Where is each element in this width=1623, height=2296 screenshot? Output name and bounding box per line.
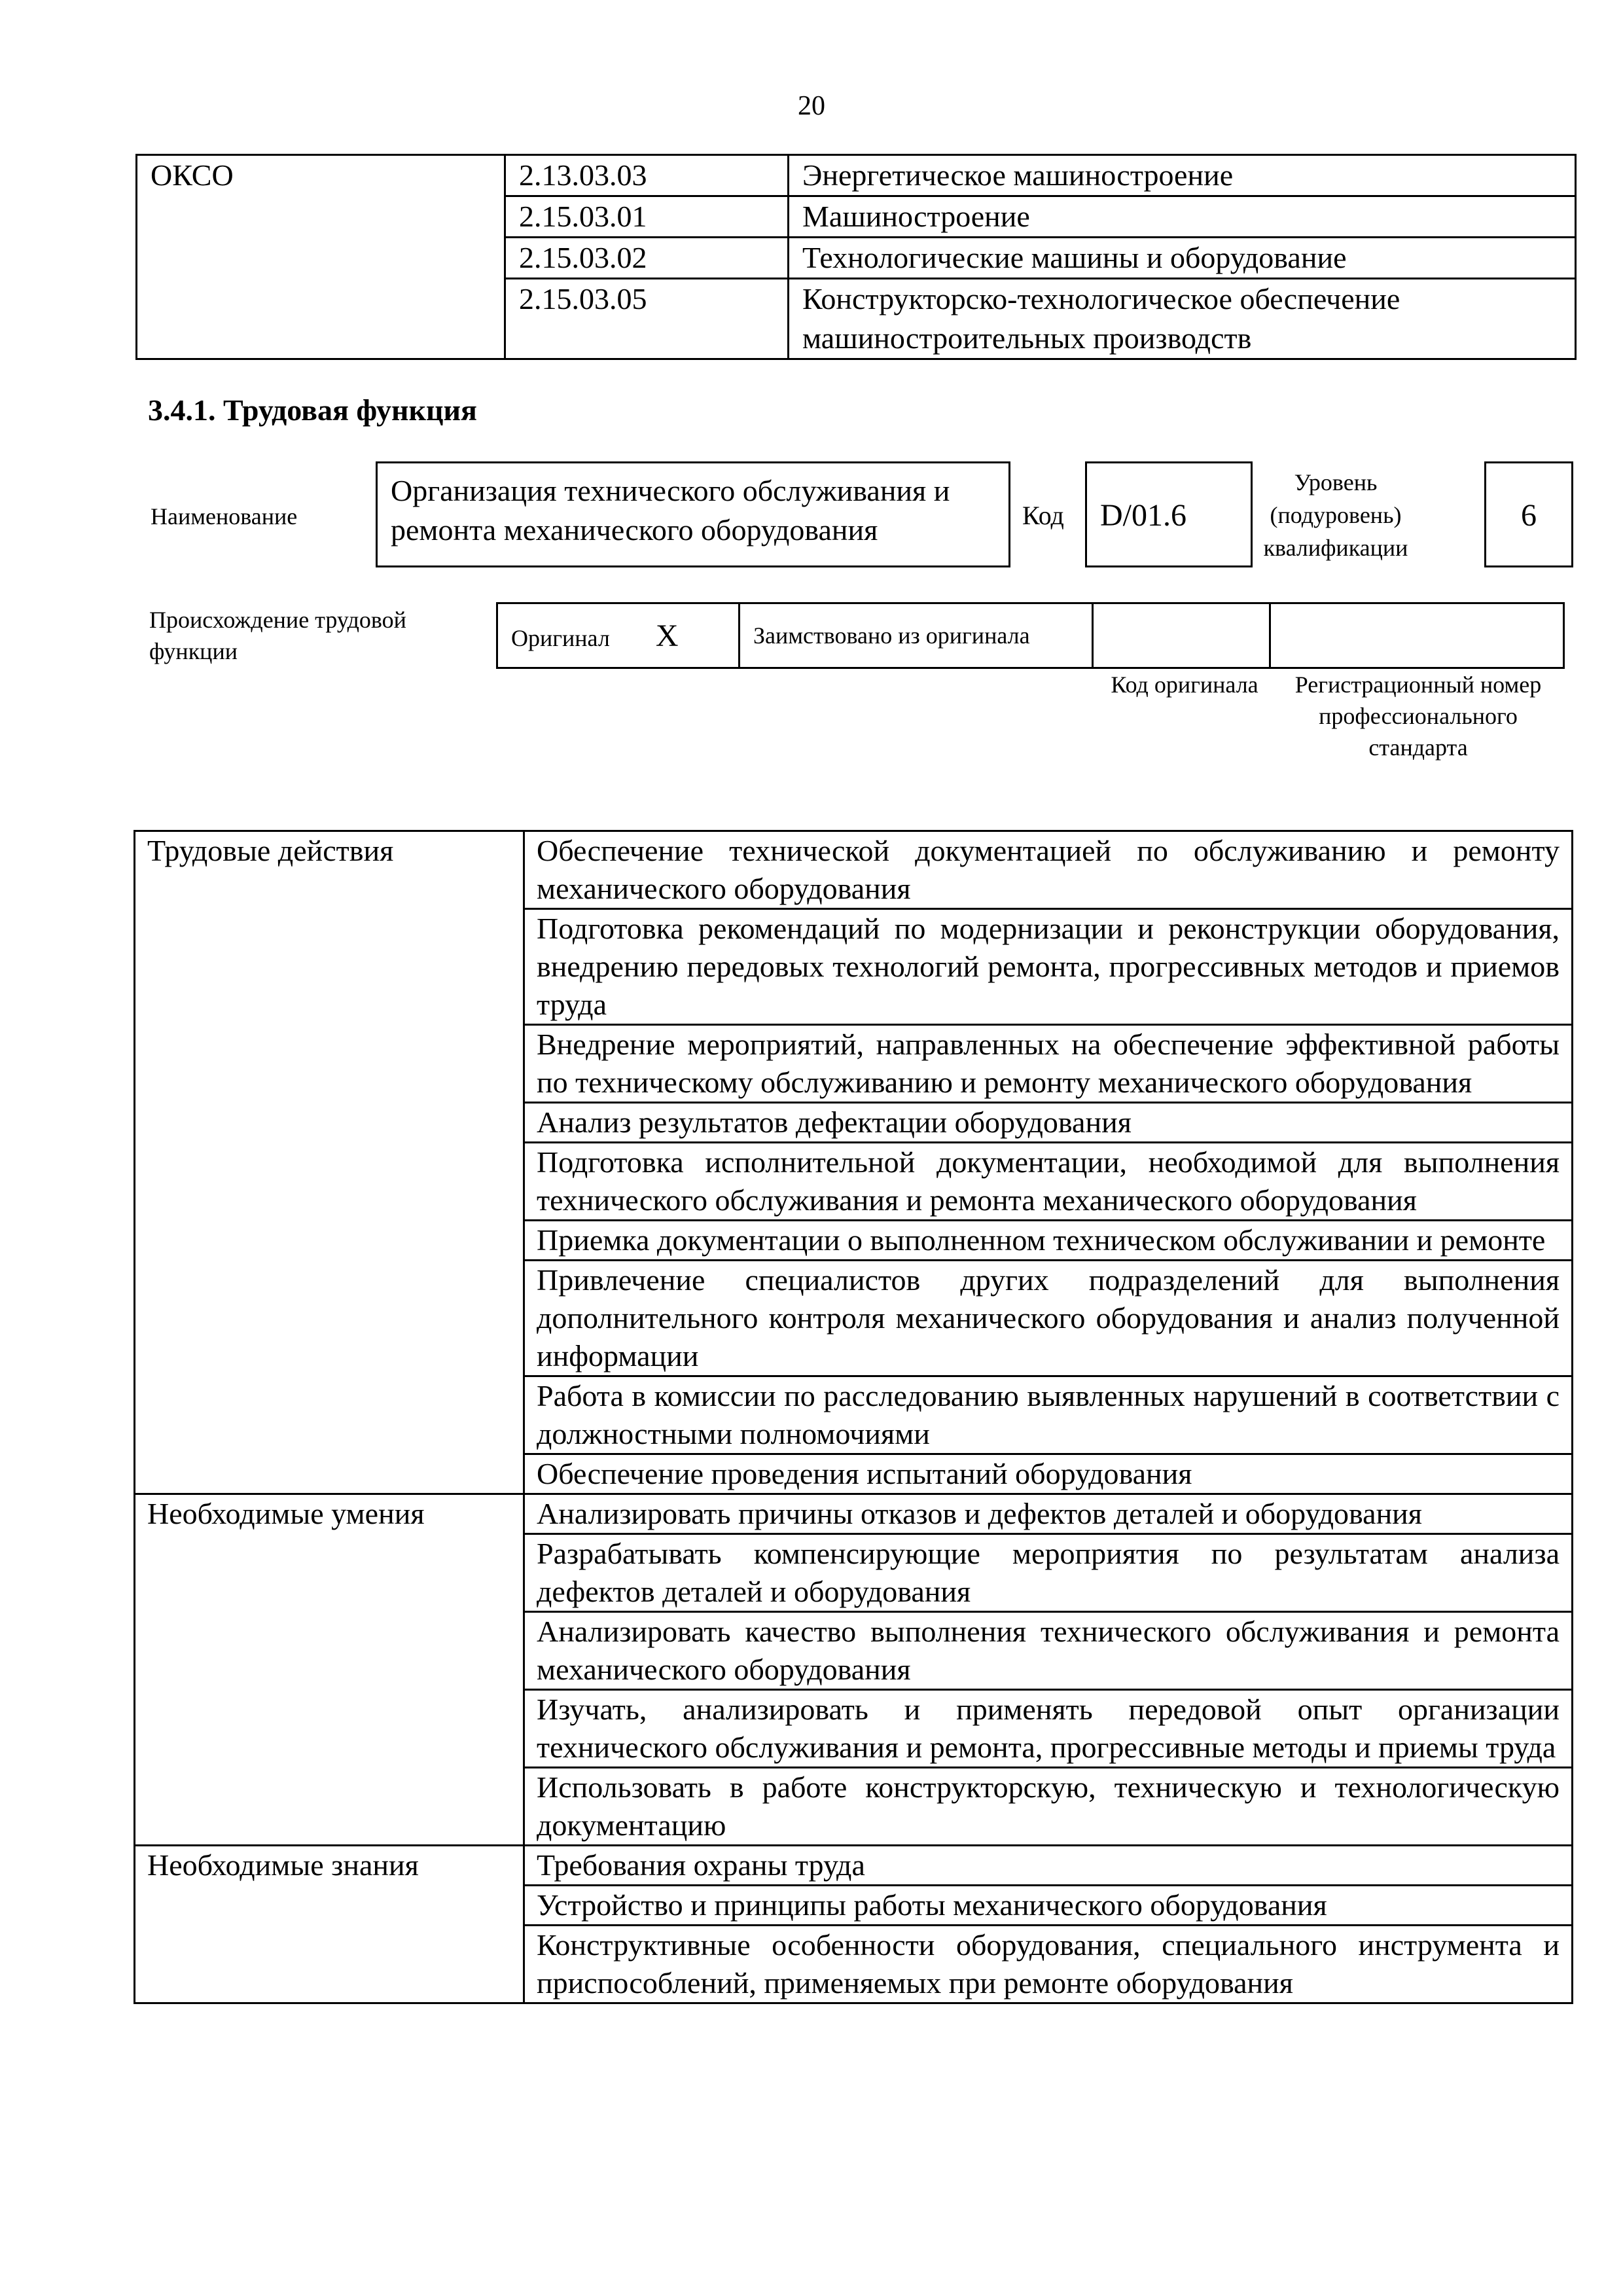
okso-code: 2.15.03.01 [505,196,789,238]
labor-actions-item: Подготовка рекомендаций по модернизации и реконструкции оборудования, внедрению передовых технологий ремонта, прогрессивных методов и приемов труда [524,909,1573,1025]
required-knowledge-item: Конструктивные особенности оборудования, специального инструмента и приспособлений, применяемых при ремонте оборудования [524,1926,1573,2003]
labor-actions-item: Внедрение мероприятий, направленных на обеспечение эффективной работы по техническому обслуживанию и ремонту механического оборудования [524,1025,1573,1103]
labor-actions-title: Трудовые действия [135,831,524,909]
labor-actions-title-cont [135,1025,524,1103]
labor-actions-item: Обеспечение проведения испытаний оборудования [524,1454,1573,1494]
table-row [135,1143,1573,1221]
table-row [135,1376,1573,1454]
page-number: 20 [798,91,825,121]
origin-label-text: Происхождение трудовой функции [149,607,406,664]
labor-actions-title-cont [135,1143,524,1221]
code-label: Код [1022,501,1064,530]
borrowed-label: Заимствовано из оригинала [740,603,1093,668]
table-row [135,831,1573,909]
table-row [135,1261,1573,1376]
origin-label [149,604,437,667]
okso-name: Машиностроение [789,196,1576,238]
okso-code: 2.15.03.02 [505,238,789,279]
labor-actions-title-cont [135,1376,524,1454]
required-knowledge-item: Требования охраны труда [524,1846,1573,1886]
labor-actions-item: Работа в комиссии по расследованию выявленных нарушений в соответствии с должностными полномочиями [524,1376,1573,1454]
required-skills-item: Анализировать причины отказов и дефектов деталей и оборудования [524,1494,1573,1534]
table-row [135,1494,1573,1534]
original-label: Оригинал [511,624,610,651]
section-title: 3.4.1. Трудовая функция [148,393,477,427]
original-code-caption: Код оригинала [1111,672,1258,698]
labor-actions-title-cont [135,909,524,1025]
function-name-value: Организация технического обслуживания и ремонта механического оборудования [376,461,1010,567]
okso-table [135,154,1577,360]
labor-actions-item: Приемка документации о выполненном техническом обслуживании и ремонте [524,1221,1573,1261]
required-skills-title-cont [135,1534,524,1612]
labor-actions-item: Привлечение специалистов других подразделений для выполнения дополнительного контроля механического оборудования и анализ полученной информации [524,1261,1573,1376]
table-row [135,909,1573,1025]
table-row [135,1768,1573,1846]
function-details-table [134,830,1573,2004]
table-row [135,1221,1573,1261]
labor-actions-title-cont [135,1454,524,1494]
labor-actions-title-cont [135,1261,524,1376]
required-skills-title-cont [135,1768,524,1846]
required-skills-title-cont [135,1690,524,1768]
required-skills-item: Использовать в работе конструкторскую, техническую и технологическую документацию [524,1768,1573,1846]
required-skills-item: Разрабатывать компенсирующие мероприятия по результатам анализа дефектов деталей и оборудования [524,1534,1573,1612]
name-label: Наименование [151,503,298,529]
required-skills-item: Анализировать качество выполнения технического обслуживания и ремонта механического оборудования [524,1612,1573,1690]
function-code-value: D/01.6 [1085,461,1253,567]
table-row [135,1454,1573,1494]
level-label: Уровень (подуровень) квалификации [1263,469,1408,561]
reg-number-cell [1270,603,1564,668]
labor-actions-item: Анализ результатов дефектации оборудования [524,1103,1573,1143]
okso-name: Технологические машины и оборудование [789,238,1576,279]
required-skills-title-cont [135,1612,524,1690]
table-row [137,155,1576,196]
okso-code: 2.15.03.05 [505,279,789,359]
table-row [135,1690,1573,1768]
required-knowledge-item: Устройство и принципы работы механического оборудования [524,1886,1573,1926]
original-cell [497,603,740,668]
required-knowledge-title-cont [135,1886,524,1926]
table-row [135,1846,1573,1886]
table-row [135,1025,1573,1103]
table-row [135,1103,1573,1143]
okso-code: 2.13.03.03 [505,155,789,196]
required-knowledge-title-cont [135,1926,524,2003]
table-row [135,1886,1573,1926]
table-row [135,1926,1573,2003]
table-row [135,1534,1573,1612]
okso-label: ОКСО [137,155,505,359]
okso-name: Энергетическое машиностроение [789,155,1576,196]
table-row [135,1612,1573,1690]
level-value: 6 [1484,461,1573,567]
required-skills-title: Необходимые умения [135,1494,524,1534]
okso-name: Конструкторско-технологическое обеспечение машиностроительных производств [789,279,1576,359]
reg-number-caption: Регистрационный номер профессионального стандарта [1294,672,1542,761]
original-mark: X [655,618,679,653]
required-knowledge-title: Необходимые знания [135,1846,524,1886]
labor-actions-title-cont [135,1103,524,1143]
required-skills-item: Изучать, анализировать и применять передовой опыт организации технического обслуживания и ремонта, прогрессивные методы и приемы труда [524,1690,1573,1768]
original-code-cell [1093,603,1270,668]
labor-actions-item: Подготовка исполнительной документации, необходимой для выполнения технического обслуживания и ремонта механического оборудования [524,1143,1573,1221]
table-row [497,603,1564,668]
origin-table [496,602,1565,669]
labor-actions-item: Обеспечение технической документацией по обслуживанию и ремонту механического оборудования [524,831,1573,909]
labor-actions-title-cont [135,1221,524,1261]
